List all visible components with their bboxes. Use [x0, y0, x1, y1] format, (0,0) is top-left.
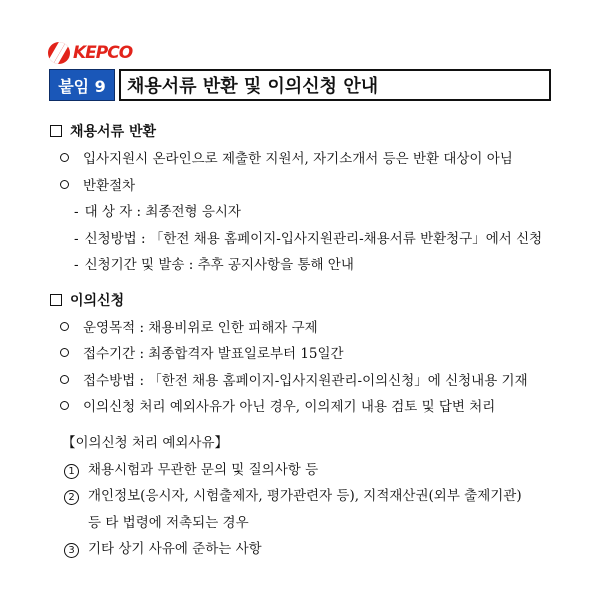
circle-bullet-icon [60, 322, 69, 331]
list-item [60, 177, 135, 195]
title-row [49, 69, 551, 101]
dash-bullet-icon: - [74, 204, 79, 220]
circled-number-icon: 3 [64, 543, 79, 558]
square-bullet-icon [50, 125, 62, 137]
page-title [119, 69, 551, 101]
exceptions-heading: 【이의신청 처리 예외사유】 [62, 435, 228, 451]
list-item-text: 접수기간 : 최종합격자 발표일로부터 15일간 [83, 346, 344, 362]
sub-list-item [74, 203, 241, 221]
kepco-logo-mark [48, 42, 70, 64]
sub-list-item-text: 신청방법 : 「한전 채용 홈페이지-입사지원관리-채용서류 반환청구」에서 신청 [84, 231, 543, 247]
section-heading-objection [50, 292, 124, 310]
list-item [60, 319, 318, 337]
exception-item [64, 540, 262, 558]
list-item [60, 372, 528, 390]
sub-list-item [74, 230, 542, 248]
sub-list-item [74, 256, 354, 274]
list-item-text: 운영목적 : 채용비위로 인한 피해자 구제 [83, 320, 318, 336]
dash-bullet-icon: - [74, 231, 79, 247]
list-item [60, 398, 495, 416]
list-item-text: 입사지원시 온라인으로 제출한 지원서, 자기소개서 등은 반환 대상이 아님 [83, 151, 513, 167]
attachment-tag: 붙임 9 [49, 69, 115, 101]
kepco-logo [48, 42, 132, 64]
circled-number-icon: 1 [64, 464, 79, 479]
exception-item-text: 채용시험과 무관한 문의 및 질의사항 등 [88, 462, 319, 478]
dash-bullet-icon: - [74, 257, 79, 273]
exception-item [64, 461, 318, 479]
exception-item-continuation: 등 타 법령에 저촉되는 경우 [88, 515, 249, 531]
circled-number-icon: 2 [64, 490, 79, 505]
section-heading-text: 이의신청 [70, 293, 125, 309]
circle-bullet-icon [60, 153, 69, 162]
page-title-text: 채용서류 반환 및 이의신청 안내 [127, 76, 379, 97]
exception-item [64, 487, 522, 505]
sub-list-item-text: 대 상 자 : 최종전형 응시자 [84, 204, 241, 220]
list-item-text: 접수방법 : 「한전 채용 홈페이지-입사지원관리-이의신청」에 신청내용 기재 [83, 373, 528, 389]
exception-item-text: 기타 상기 사유에 준하는 사항 [88, 541, 262, 557]
list-item-text: 반환절차 [83, 178, 136, 194]
circle-bullet-icon [60, 375, 69, 384]
square-bullet-icon [50, 294, 62, 306]
sub-list-item-text: 신청기간 및 발송 : 추후 공지사항을 통해 안내 [84, 257, 354, 273]
kepco-logo-text: KEPCO [73, 43, 133, 63]
circle-bullet-icon [60, 348, 69, 357]
list-item-text: 이의신청 처리 예외사유가 아닌 경우, 이의제기 내용 검토 및 답변 처리 [83, 399, 496, 415]
circle-bullet-icon [60, 180, 69, 189]
circle-bullet-icon [60, 401, 69, 410]
section-heading-return [50, 123, 156, 141]
list-item [60, 150, 513, 168]
list-item [60, 345, 344, 363]
section-heading-text: 채용서류 반환 [70, 124, 157, 140]
exception-item-text: 개인정보(응시자, 시험출제자, 평가관련자 등), 지적재산권(외부 출제기관) [88, 488, 522, 504]
